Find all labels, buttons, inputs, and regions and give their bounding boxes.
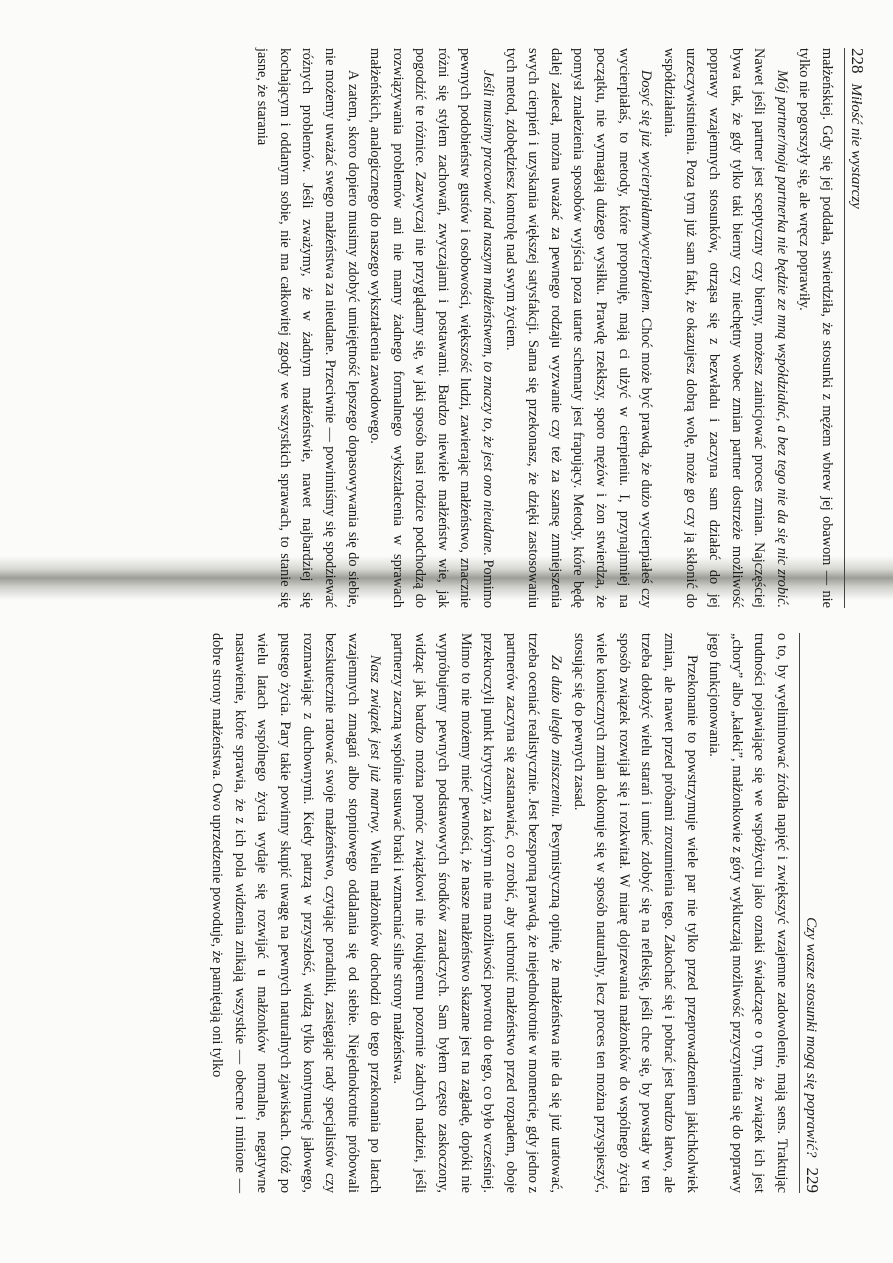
right-page-number: 229 [803,1167,822,1193]
paragraph: Jeśli musimy pracować nad naszym małżeństwem, to znaczy to, że jest ono nieudane. Pomimo pewnych podobieństw gustów i osobowości, większość ludzi, zawierając małżeństwo, znacznie różni się stylem zachowań, zwyczajami i postawami. Bardzo niewiele małżeństw wie, jak pogodzić te różnice. Zazwyczaj nie przyglądamy się, w jaki sposób nasi rodzice podchodzą do rozwiązywania problemów ani nie mamy żadnego formalnego wykształcenia w sprawach małżeńskich, analogicznego do naszego wykształcenia zawodowego. [367,48,497,608]
right-running-title: Czy wasze stosunki mogą się poprawić? [803,917,819,1158]
right-body-text [206,633,793,1193]
paragraph: o to, by wyeliminować źródła napięć i zwiększyć wzajemne zadowolenie, mają sens. Traktując trudności pojawiające się we współżyciu jako oznaki świadczące o tym, że związek ich jest „chory” albo „kaleki”, małżonkowie z góry wykluczają możliwość przyczynienia się do poprawy jego funkcjonowania. [706,633,790,1193]
left-running-head [844,48,867,608]
paragraph: małżeńskiej. Gdy się jej poddała, stwierdziła, że stosunki z mężem wbrew jej obawom — nie tylko nie pogorszyły się, ale wręcz poprawiły. [796,48,835,608]
paragraph: A zatem, skoro dopiero musimy zdobyć umiejętność lepszego dopasowywania się do siebie, nie możemy uważać swego małżeństwa za nieudane. Przeciwnie — powinniśmy się spodziewać różnych problemów. Jeśli zważymy, że w żadnym małżeństwie, nawet najbardziej się kochającym i oddanym sobie, nie ma całkowitej zgody we wszystkich sprawach, to stanie się jasne, że starania [254,48,361,608]
right-running-head [799,633,822,1193]
right-page [29,633,822,1193]
left-running-title: Miłość nie wystarczy [848,83,864,209]
left-page-number: 228 [848,48,867,74]
paragraph-lead: Nasz związek jest już martwy. [367,655,384,834]
paragraph: Nasz związek jest już martwy. Wielu małżonków dochodzi do tego przekonania po latach wzajemnych zmagań albo stopniowego oddalania się od siebie. Niejednokrotnie próbowali bezskutecznie ratować swoje małżeństwo, czytając poradniki, zasięgając rady specjalistów czy rozmawiając z duchownymi. Kiedy patrzą w przyszłość, widzą tylko kontynuację jałowego, pustego życia. Pary takie powinny skupić uwagę na pewnych naturalnych zjawiskach. Otóż po wielu latach wspólnego życia wydaje się rozwijać u małżonków normalne, negatywne nastawienie, które sprawia, że z ich pola widzenia znikają wszystkie — obecne i minione — dobre strony małżeństwa. Owo uprzedzenie powoduje, że pamiętają oni tylko [209,633,384,1193]
paragraph: Za dużo uległo zniszczeniu. Pesymistyczną opinię, że małżeństwa nie da się już uratować, trzeba oceniać realistycznie. Jest bezsporną prawdą, że niejednokrotnie w momencie, gdy jedno z partnerów zaczyna się zastanawiać, co zrobić, aby uchronić małżeństwo przed rozpadem, oboje przekroczyli punkt krytyczny, za którym nie ma możliwości powrotu do tego, co było wcześniej. Mimo to nie możemy mieć pewności, że nasze małżeństwo skazane jest na zagładę, dopóki nie wypróbujemy pewnych podstawowych środków zaradczych. Sam byłem często zaskoczony, widząc jak bardzo można pomóc związkowi nie rokującemu pozornie żadnych nadziei, jeśli partnerzy zaczną wspólnie usuwać braki i wzmacniać silne strony małżeństwa. [389,633,565,1193]
paragraph: Przekonanie to powstrzymuje wiele par nie tylko przed przeprowadzeniem jakichkolwiek zmian, ale nawet przed próbami zrozumienia tego. Zakochać się i pobrać jest bardzo łatwo, ale trzeba dołożyć wielu starań i umieć zdobyć się na refleksję, jeśli chce się, by powstały w ten sposób związek rozwijał się i rozkwitał. W miarę dojrzewania małżonków do wspólnego życia wiele koniecznych zmian dokonuje się w sposób naturalny, lecz proces ten można przyspieszyć, stosując się do pewnych zasad. [570,633,700,1193]
paragraph: Mój partner/moja partnerka nie będzie ze mną współdziałać, a bez tego nie da się nic zrobić. Nawet jeśli partner jest sceptyczny czy bierny, możesz zainicjować proces zmian. Najczęściej bywa tak, że gdy tylko taki bierny czy niechętny wobec zmian partner dostrzeże możliwość poprawy wzajemnych stosunków, otrząsa się z bezwładu i zaczyna sam działać do jej urzeczywistnienia. Poza tym już sam fakt, że okazujesz dobrą wolę, może go czy ją skłonić do współdziałania. [660,48,790,608]
paragraph-lead: Jeśli musimy pracować nad naszym małżeństwem, to znaczy to, że jest ono nieudane. [480,70,497,556]
paragraph-lead: Za dużo uległo zniszczeniu. [548,655,565,818]
left-page [74,48,867,608]
left-body-text [251,48,838,608]
paragraph-lead: Mój partner/moja partnerka nie będzie ze mną współdziałać, a bez tego nie da się nic zrobić. [773,70,790,608]
paragraph: Dosyć się już wycierpiałam/wycierpiałem. Choć może być prawdą, że dużo wycierpiałeś czy wycierpiałaś, to metody, które proponuję, mają ci ulżyć w cierpieniu. I, przynajmniej na początku, nie wymagają dużego wysiłku. Prawdę rzekłszy, sporo mężów i żon stwierdza, że pomysł znalezienia sposobów wyjścia poza utarte schematy jest frapujący. Metody, które będę dalej zalecał, można uważać za pewnego rodzaju wyzwanie czy też za szansę zmniejszenia swych cierpień i uzyskania większej satysfakcji. Sama się przekonasz, że dzięki zastosowaniu tych metod, zdobędziesz kontrolę nad swym życiem. [502,48,655,608]
paragraph-lead: Dosyć się już wycierpiałam/wycierpiałem. [638,70,655,314]
